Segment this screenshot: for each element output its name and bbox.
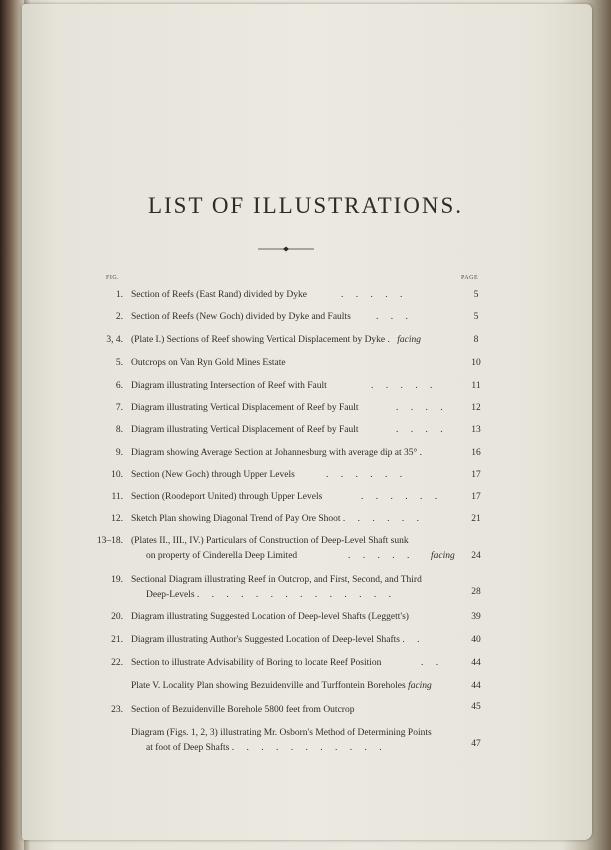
leader-dots: . . . . bbox=[396, 425, 448, 435]
fig-number: 3, 4. bbox=[106, 335, 123, 345]
page-number: 17 bbox=[471, 470, 481, 480]
entry-text: Diagram illustrating Intersection of Reef with Fault bbox=[131, 381, 327, 391]
page-number: 28 bbox=[471, 587, 481, 597]
page-number: 16 bbox=[471, 448, 481, 458]
entry-text: (Plates II., III., IV.) Particulars of Construction of Deep-Level Shaft sunk bbox=[131, 536, 409, 546]
fig-number: 9. bbox=[115, 448, 123, 458]
fig-number: 12. bbox=[111, 514, 123, 524]
fig-number: 21. bbox=[111, 635, 123, 645]
fig-number: 2. bbox=[115, 312, 123, 322]
page-number: 11 bbox=[471, 381, 481, 391]
fig-number: 22. bbox=[111, 658, 123, 668]
page-number: 24 bbox=[471, 551, 481, 561]
fig-number: 11. bbox=[111, 492, 123, 502]
page-number: 5 bbox=[473, 312, 479, 322]
facing-label: facing bbox=[431, 551, 455, 561]
page-number: 21 bbox=[471, 514, 481, 524]
entry-text: Diagram showing Average Section at Johannesburg with average dip at 35° bbox=[131, 448, 418, 458]
fig-number: 7. bbox=[115, 403, 123, 413]
page-number: 17 bbox=[471, 492, 481, 502]
fig-number: 13–18. bbox=[96, 536, 123, 546]
leader-dots: . . . bbox=[376, 312, 413, 322]
page-number: 45 bbox=[471, 702, 481, 712]
entry-text: Section to illustrate Advisability of Boring to locate Reef Position bbox=[131, 658, 382, 668]
leader-dots: . . . . . . bbox=[326, 470, 408, 480]
list-item bbox=[0, 535, 611, 565]
entry-text-continued: on property of Cinderella Deep Limited bbox=[146, 551, 298, 561]
leader-dots: . . . . . bbox=[341, 290, 408, 300]
entry-text-continued: at foot of Deep Shafts bbox=[146, 743, 230, 753]
entry-text: Plate V. Locality Plan showing Bezuidenville and Turffontein Boreholes bbox=[131, 681, 406, 691]
entry-text: Diagram illustrating Vertical Displacement of Reef by Fault bbox=[131, 425, 359, 435]
entry-text: Diagram illustrating Vertical Displacement of Reef by Fault bbox=[131, 403, 359, 413]
leader-dots: . . . . . . . . . . . bbox=[231, 743, 387, 753]
fig-number: 19. bbox=[111, 575, 123, 585]
leader-dots: . . . . bbox=[396, 403, 448, 413]
leader-dots: . bbox=[387, 335, 395, 345]
fig-number: 10. bbox=[111, 470, 123, 480]
page-number: 40 bbox=[471, 635, 481, 645]
page-number: 10 bbox=[471, 358, 481, 368]
fig-column-header: FIG. bbox=[106, 275, 120, 281]
page-number: 12 bbox=[471, 403, 481, 413]
book-gutter bbox=[0, 0, 24, 850]
page-number: 13 bbox=[471, 425, 481, 435]
entry-text: Section of Reefs (East Rand) divided by Dyke bbox=[131, 290, 307, 300]
page-number: 5 bbox=[473, 290, 479, 300]
entry-text: (Plate I.) Sections of Reef showing Vertical Displacement by Dyke bbox=[131, 335, 386, 345]
entry-text: Section of Reefs (New Goch) divided by Dyke and Faults bbox=[131, 312, 351, 322]
entry-text: Sectional Diagram illustrating Reef in Outcrop, and First, Second, and Third bbox=[131, 575, 422, 585]
divider-ornament-icon bbox=[258, 246, 314, 252]
leader-dots: . . . . . . bbox=[342, 514, 425, 524]
page-number: 44 bbox=[471, 681, 481, 691]
leader-dots: . bbox=[419, 448, 428, 458]
entry-text: Diagram (Figs. 1, 2, 3) illustrating Mr. Osborn's Method of Determining Points bbox=[131, 728, 432, 738]
page-column-header: PAGE bbox=[461, 275, 479, 281]
leader-dots: . . . . . bbox=[371, 381, 438, 391]
list-item bbox=[0, 727, 611, 757]
entry-text: Section (New Goch) through Upper Levels bbox=[131, 470, 295, 480]
fig-number: 1. bbox=[115, 290, 123, 300]
list-item bbox=[0, 574, 611, 604]
fig-number: 20. bbox=[111, 612, 123, 622]
page-number: 47 bbox=[471, 739, 481, 749]
page-number: 39 bbox=[471, 612, 481, 622]
leader-dots: . . bbox=[421, 658, 444, 668]
entry-text: Sketch Plan showing Diagonal Trend of Pay Ore Shoot bbox=[131, 514, 341, 524]
facing-label: facing bbox=[397, 335, 422, 345]
fig-number: 5. bbox=[115, 358, 123, 368]
entry-text-continued: Deep-Levels bbox=[146, 590, 195, 600]
entry-text: Section of Bezuidenville Borehole 5800 feet from Outcrop bbox=[131, 705, 355, 715]
page-number: 8 bbox=[473, 335, 479, 345]
entry-text: Outcrops on Van Ryn Gold Mines Estate bbox=[131, 358, 286, 368]
fig-number: 6. bbox=[115, 381, 123, 391]
leader-dots: . . . . . bbox=[348, 551, 415, 561]
leader-dots: . . bbox=[402, 635, 425, 645]
entry-text: Section (Roodeport United) through Upper Levels bbox=[131, 492, 323, 502]
entry-text: Diagram illustrating Author's Suggested Location of Deep-level Shafts bbox=[131, 635, 400, 645]
leader-dots: . . . . . . . . . . . . . . bbox=[196, 590, 397, 600]
facing-label: facing bbox=[408, 681, 432, 691]
page-title: LIST OF ILLUSTRATIONS. bbox=[147, 193, 464, 218]
leader-dots: . . . . . . bbox=[361, 492, 443, 502]
fig-number: 23. bbox=[111, 705, 123, 715]
entry-text: Diagram illustrating Suggested Location of Deep-level Shafts (Leggett's) bbox=[131, 612, 409, 622]
fig-number: 8. bbox=[115, 425, 123, 435]
page-number: 44 bbox=[471, 658, 481, 668]
